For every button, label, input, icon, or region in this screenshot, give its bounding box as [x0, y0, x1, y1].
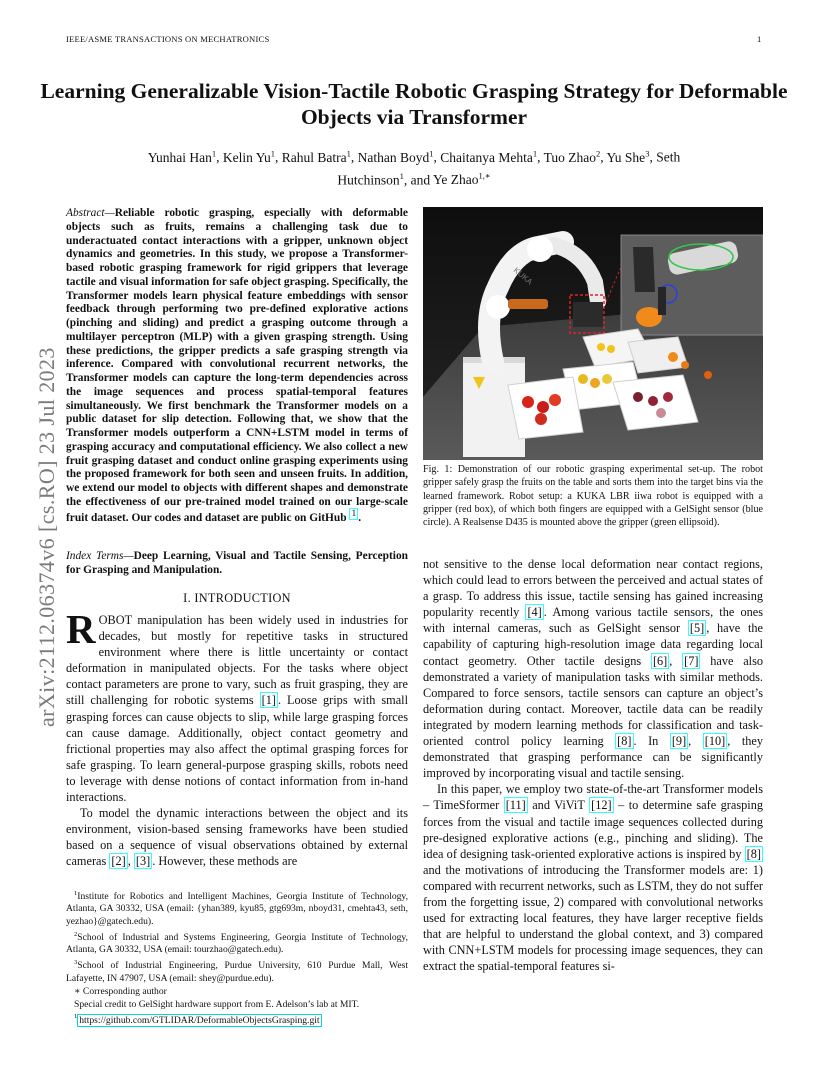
citation-link[interactable]: [11]	[505, 798, 526, 813]
paragraph: not sensitive to the dense local deformation near contact regions, which could lead to errors between the perceived and actual states of a grasp. To address this issue, tactile sensing has gained increasing popularity recently [4] . Among various tactile sensors, the ones with internal cameras, such as GelSight sensor [5] , have the capability of capturing high-resolution image data regarding local contact geometry. Other tactile designs [6] , [7] have also demonstrated a variety of manipulation tasks with similar methods. Compared to force sensors, tactile sensors can capture an object’s deformation during contact. Moreover, tactile data can be readily integrated by modern learning methods for classification and task-oriented control policy learning [8] . In [9] , [10] , they demonstrated that grasping performance can be significantly improved by incorporating visual and tactile sensing.	[423, 557, 764, 781]
citation-link[interactable]: [9]	[671, 734, 687, 749]
citation-link[interactable]: [2]	[111, 854, 126, 869]
footnote: ∗ Corresponding author	[74, 985, 167, 997]
author: Tuo Zhao$^2$	[543, 148, 601, 165]
figure-1-photo	[423, 207, 763, 460]
citation-link[interactable]: [7]	[684, 653, 699, 668]
page-number: 1	[757, 34, 762, 44]
abstract-heading: Abstract—	[66, 207, 115, 219]
paper-title: Learning Generalizable Vision-Tactile Robotic Grasping Strategy for Deformable Objects via Transformer	[40, 79, 788, 129]
orange-fruit-tray	[508, 299, 548, 309]
footnote: $^3$School of Industrial Engineering, Purdue University, 610 Purdue Mall, West Lafayette, IN 47907, USA (email: shey@purdue.edu).	[66, 959, 408, 984]
footnotes	[66, 888, 408, 1028]
citation-link[interactable]: [5]	[689, 621, 705, 636]
index-terms-heading: Index Terms—	[66, 550, 134, 562]
footnote-ref-link[interactable]: 1	[351, 508, 357, 519]
paragraph: To model the dynamic interactions between the object and its environment, vision-based sensing frameworks have been studied based on a sequence of visual observations obtained by external cameras [2] , [3] . However, these methods are	[66, 806, 408, 869]
footnote: $^2$School of Industrial and Systems Engineering, Georgia Institute of Technology, Atlanta, GA 30332, USA (email: tourzhao@gatech.edu).	[66, 930, 408, 956]
abstract: Abstract—Reliable robotic grasping, especially with deformable objects such as fruits, remains a challenging task due to underactuated contact interactions with a gripper, unknown object dynamics and geometries. In this study, we propose a Transformer-based robotic grasping framework for rigid grippers that leverage tactile and visual information for safe object grasping. Specifically, the Transformer models learn physical feature embeddings with sensor feedback through performing two pre-defined explorative actions (pinching and sliding) and predict a grasping outcome through a multilayer perceptron (MLP) with a given grasping strength. Using these predictions, the gripper predicts a safe grasping strength via inference. Compared with convolutional recurrent networks, the Transformer models can capture the long-term dependencies across the image sequences and process spatial-temporal features simultaneously. We first benchmark the Transformer models on a public dataset for slip detection. Following that, we show that the Transformer models outperform a CNN+LSTM model in terms of grasping accuracy and computational efficiency. We also collect a new fruit grasping dataset and conduct online grasping experiments using the proposed framework for both seen and unseen fruits. In addition, we extend our model to objects with different shapes and demonstrate the effectiveness of our pre-trained model trained on our large-scale fruit dataset. Our codes and dataset are public on GitHub $^1$ .	[66, 207, 408, 524]
right-column-text	[423, 556, 763, 974]
author: Yu She$^3$	[606, 148, 650, 165]
author: Rahul Batra$^1$	[281, 148, 351, 165]
running-header: IEEE/ASME TRANSACTIONS ON MECHATRONICS	[66, 34, 270, 44]
citation-link[interactable]: [1]	[261, 693, 276, 708]
figure-1-caption: Fig. 1: Demonstration of our robotic grasping experimental set-up. The robot gripper safely grasp the fruits on the table and sorts them into the target bins via the learned framework. Robot setup: a KUKA LBR iiwa robot is equipped with a gripper (red box), of which both fingers are equipped with a GelSight sensor (blue circle). A Realsense D435 is mounted above the gripper (green ellipsoid).	[423, 464, 763, 529]
abstract-text: Reliable robotic grasping, especially with deformable objects such as fruits, remains a challenging task due to underactuated contact interactions with a gripper, unknown object dynamics and geometries. In this study, we propose a Transformer-based robotic grasping framework for rigid grippers that leverage tactile and visual information for safe object grasping. Specifically, the Transformer models learn physical feature embeddings with sensor feedback through performing two pre-defined explorative actions (pinching and sliding) and predict a grasping outcome through a multilayer perceptron (MLP) with a given grasping strength. Using these predictions, the gripper predicts a safe grasping strength via inference. Compared with convolutional recurrent networks, the Transformer models can capture the long-term dependencies across the image sequences and process spatial-temporal features simultaneously. We first benchmark the Transformer models on a public dataset for slip detection. Following that, we show that the Transformer models outperform a CNN+LSTM model in terms of grasping accuracy and computational efficiency. We also collect a new fruit grasping dataset and conduct online grasping experiments using the proposed framework for both seen and unseen fruits. In addition, we extend our model to objects with different shapes and demonstrate the effectiveness of our pre-trained model trained on our large-scale fruit dataset. Our codes and dataset are public on GitHub	[66, 207, 408, 524]
author: Kelin Yu$^1$	[222, 148, 276, 165]
author: Ye Zhao$^{1,∗}$	[432, 170, 491, 187]
citation-link[interactable]: [8]	[617, 734, 632, 749]
citation-link[interactable]: [10]	[704, 734, 726, 749]
index-terms-text: Deep Learning, Visual and Tactile Sensing, Perception for Grasping and Manipulation.	[66, 550, 408, 576]
section-heading: I. INTRODUCTION	[183, 591, 291, 605]
arxiv-stamp-text: arXiv:2112.06374v6 [cs.RO] 23 Jul 2023	[34, 347, 59, 727]
footnote: Special credit to GelSight hardware support from E. Adelson’s lab at MIT. $^1$ https://github.com/GTLIDAR/DeformableObjectsGrasping.git	[74, 999, 360, 1026]
drop-cap: R	[66, 606, 96, 652]
intro-text	[66, 606, 408, 870]
index-terms	[66, 550, 408, 578]
github-link[interactable]: https://github.com/GTLIDAR/DeformableObjectsGrasping.git	[79, 1014, 320, 1026]
robot-setup-illustration	[423, 207, 763, 460]
paragraph: In this paper, we employ two state-of-the-art Transformer models – TimeSformer [11] and ViViT [12] – to determine safe grasping forces from the visual and tactile image sequences collected during pre-designed explorative actions (e.g., pinching and sliding). The idea of designing task-oriented explorative actions is inspired by [8] and the motivations of introducing the Transformer models are: 1) compared with recurrent networks, such as LSTM, they do not suffer from the forgetting issue, 2) compared with convolutional networks used for extracting local features, they have larger receptive fields that are helpful to understand the global context, and 3) compared with CNN+LSTM models for processing image sequences, they can extract the spatial-temporal features si-	[423, 782, 764, 974]
paragraph: ROBOT manipulation has been widely used in industries for decades, but mostly for repetitive tasks in structured environment where there is little uncertainty or contact deformation in manipulated objects. For the tasks where object contact parameters are prone to vary, such as fruit grasping, they are still challenging for robotic systems [1] . Loose grips with small grasping forces can cause objects to slip, while large grasping forces can cause damage. Additionally, object contact geometry and frictional properties may also affect the optimal grasping forces for safe grasping. To learn general-purpose grasping skills, robots need to leverage with dense notions of contact information from in-hand interactions.	[66, 606, 408, 805]
author: Yunhai Han$^1$	[147, 148, 217, 165]
citation-link[interactable]: [12]	[591, 798, 612, 813]
author: Chaitanya Mehta$^1$	[440, 148, 538, 165]
robot-brand-label: KUKA	[511, 265, 535, 287]
citation-link[interactable]: [6]	[652, 653, 668, 668]
author: Nathan Boyd$^1$	[357, 148, 434, 165]
citation-link[interactable]: [8]	[746, 846, 761, 861]
citation-link[interactable]: [3]	[135, 854, 151, 869]
citation-link[interactable]: [4]	[527, 605, 542, 620]
footnote: $^1$Institute for Robotics and Intelligent Machines, Georgia Institute of Technology, Atlanta, GA 30332, USA (email: {yhan389, kyu85, gtg693m, nboyd31, cmehta43, seth, yezhao}@gatech.edu).	[66, 890, 408, 927]
author-list: Yunhai Han$^1$, Kelin Yu$^1$, Rahul Batra$^1$, Nathan Boyd$^1$, Chaitanya Mehta$^1$, Tuo Zhao$^2$, Yu She$^3$, Seth Hutchinson$^1$, and Ye Zhao$^{1,∗}$	[147, 148, 681, 187]
